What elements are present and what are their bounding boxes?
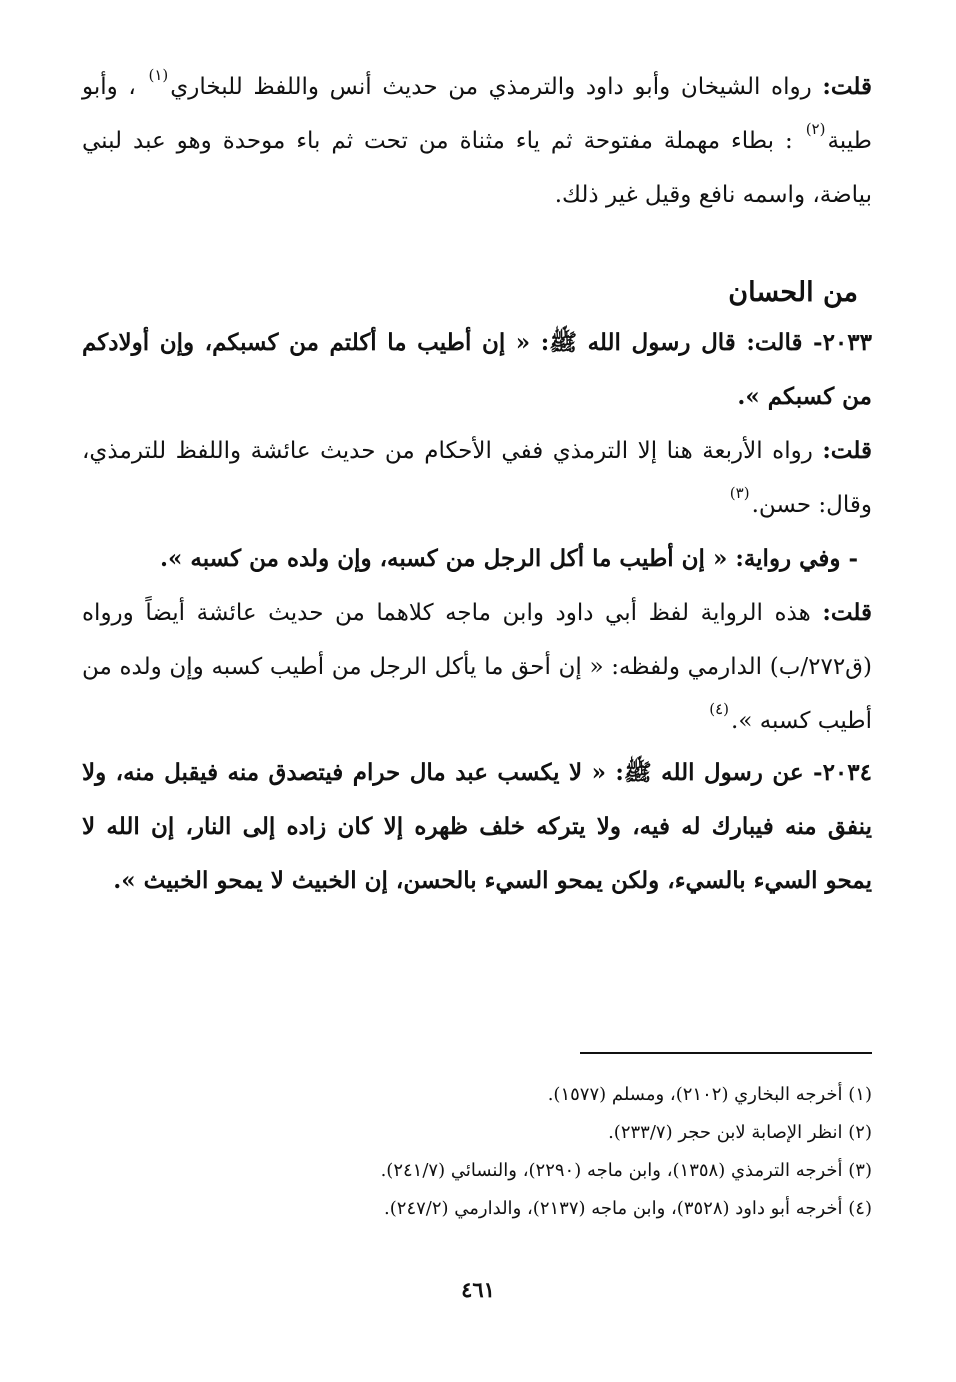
commentary-text: رواه الشيخان وأبو داود والترمذي من حديث أنس واللفظ للبخاري xyxy=(170,74,812,100)
footnotes-list xyxy=(92,1076,872,1228)
commentary-text: رواه الأربعة هنا إلا الترمذي ففي الأحكام من حديث عائشة واللفظ للترمذي، وقال: حسن. xyxy=(82,438,872,518)
footnote-item: (١) أخرجه البخاري (٢١٠٢)، ومسلم (١٥٧٧). xyxy=(547,1084,872,1105)
paragraph-commentary-3 xyxy=(82,586,872,748)
footnote-item: (٤) أخرجه أبو داود (٣٥٢٨)، وابن ماجه (٢١٣٧)، والدارمي (٢٤٧/٢). xyxy=(384,1198,872,1219)
paragraph-commentary-2 xyxy=(82,424,872,532)
section-heading: من الحسان xyxy=(728,277,858,308)
commentary-label: قلت: xyxy=(822,437,872,464)
hadith-2034 xyxy=(82,746,872,908)
footnote-marker: (٤) xyxy=(709,700,730,718)
hadith-text: ٢٠٣٣- قالت: قال رسول الله ﷺ: « إن أطيب ما أكلتم من كسبكم، وإن أولادكم من كسبكم ». xyxy=(82,329,872,410)
commentary-text: : بطاء مهملة مفتوحة ثم ياء مثناة من تحت ثم باء موحدة وهو عبد لبني بياضة، واسمه نافع وقيل غير ذلك. xyxy=(82,128,872,208)
footnote-item: (٢) انظر الإصابة لابن حجر (٢٣٣/٧). xyxy=(608,1122,872,1143)
footnote-divider xyxy=(580,1052,872,1054)
footnote-item: (٣) أخرجه الترمذي (١٣٥٨)، وابن ماجه (٢٢٩٠)، والنسائي (٢٤١/٧). xyxy=(380,1160,872,1181)
hadith-variant xyxy=(82,532,858,586)
footnote-marker: (١) xyxy=(148,66,169,84)
footnote-marker: (٢) xyxy=(805,120,826,138)
commentary-text: هذه الرواية لفظ أبي داود وابن ماجه كلاهما من حديث عائشة أيضاً ورواه (ق٢٧٢/ب) الدارمي ولفظه: « إن أحق ما يأكل الرجل من أطيب كسبه وإن ولده من أطيب كسبه ». xyxy=(82,600,872,734)
commentary-label: قلت: xyxy=(822,73,873,100)
hadith-2033 xyxy=(82,316,872,424)
paragraph-commentary-1 xyxy=(82,60,872,222)
hadith-text: ٢٠٣٤- عن رسول الله ﷺ: « لا يكسب عبد مال حرام فيتصدق منه فيقبل منه، ولا ينفق منه فيبارك له فيه، ولا يتركه خلف ظهره إلا كان زاده إلى النار، إن الله لا يمحو السيء بالسيء، ولكن يمحو السيء بالحسن، إن الخبيث لا يمحو الخبيث ». xyxy=(82,759,872,894)
commentary-label: قلت: xyxy=(822,599,873,626)
footnote-marker: (٣) xyxy=(729,484,750,502)
commentary-text: ، وأبو طيبة xyxy=(82,74,872,154)
page-number: ٤٦١ xyxy=(461,1277,495,1302)
hadith-text: - وفي رواية: « إن أطيب ما أكل الرجل من كسبه، وإن ولده من كسبه ». xyxy=(159,545,858,572)
